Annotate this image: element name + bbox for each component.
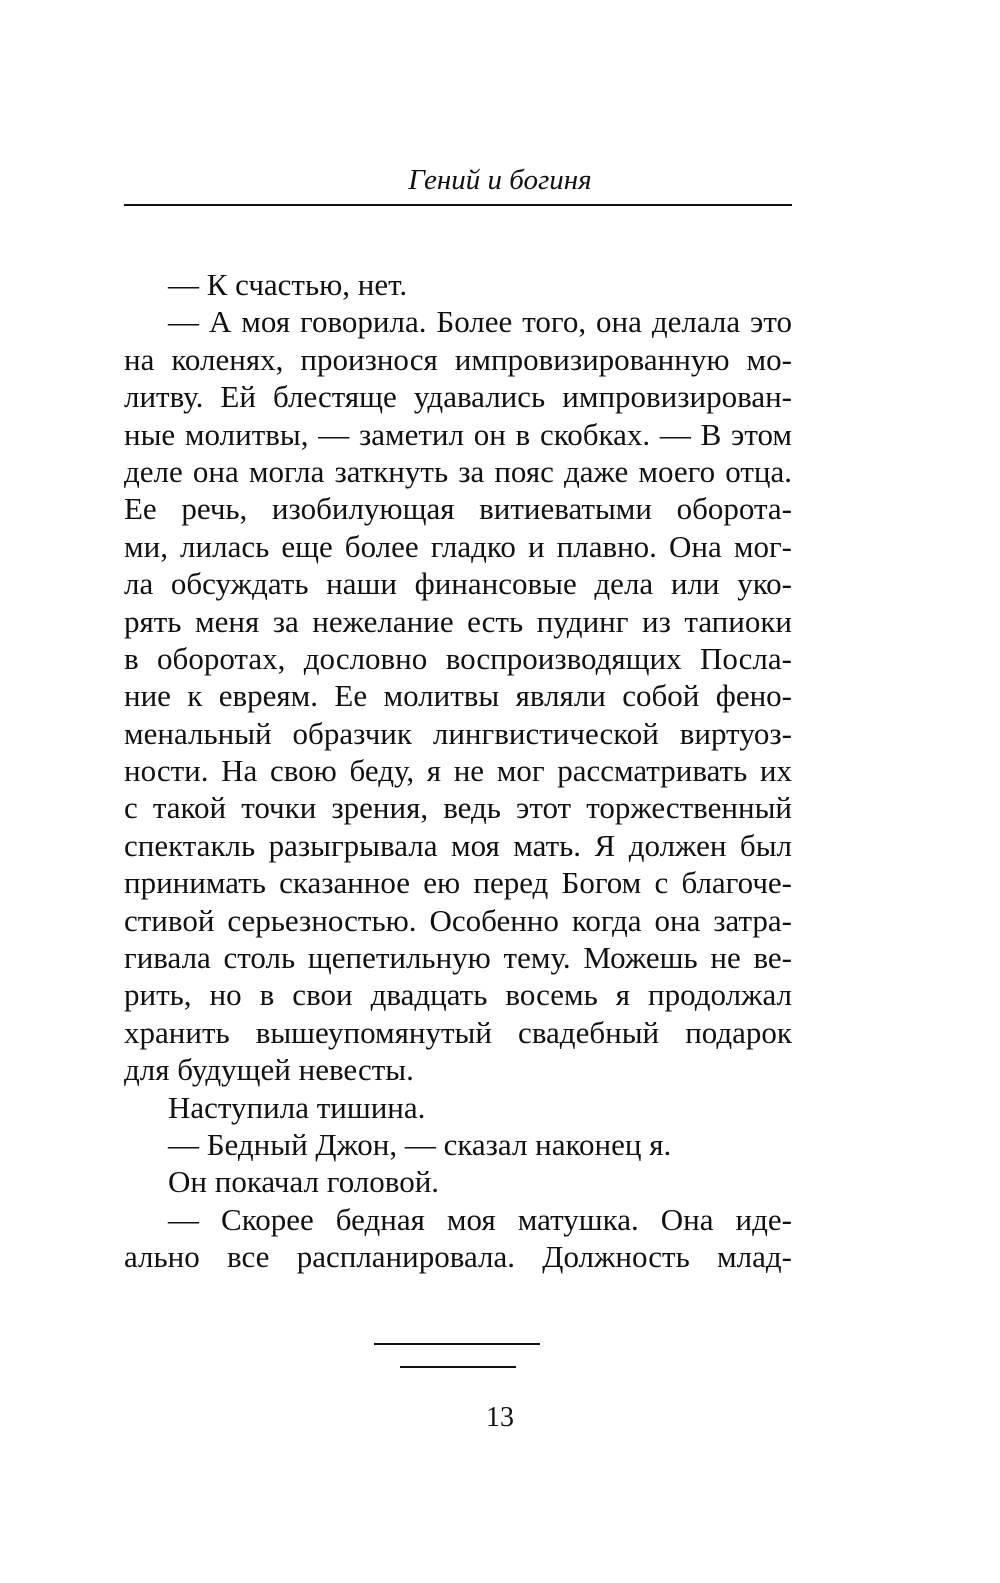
text-line: ла обсуждать наши финансовые дела или уко- [124,566,792,602]
footer-rule-bottom [400,1366,516,1368]
text-line: принимать сказанное ею перед Богом с благоче- [124,865,792,901]
text-line: рять меня за нежелание есть пудинг из тапиоки [124,603,792,639]
text-line: — К счастью, нет. [168,267,408,302]
text-line: в оборотах, дословно воспроизводящих Посла- [124,640,792,676]
body-text [124,266,792,1276]
text-line: Ее речь, изобилующая витиеватыми оборота- [124,491,792,527]
text-line: ные молитвы, — заметил он в скобках. — В этом [124,416,792,452]
text-line: спектакль разыгрывала моя мать. Я должен был [124,827,792,863]
footer-rule-top [374,1343,540,1345]
text-line: ми, лилась еще более гладко и плавно. Она мог- [124,528,792,564]
text-line: литву. Ей блестяще удавались импровизирован- [124,379,792,415]
text-line: стивой серьезностью. Особенно когда она затра- [124,902,792,938]
text-line: рить, но в свои двадцать восемь я продолжал [124,977,792,1013]
text-line: менальный образчик лингвистической виртуоз- [124,715,792,751]
text-line: — Бедный Джон, — сказал наконец я. [168,1126,672,1162]
text-line: — Скорее бедная моя матушка. Она иде- [168,1201,792,1237]
running-title: Гений и богиня [408,164,592,196]
text-line: — А моя говорила. Более того, она делала это [168,304,792,340]
text-line: ности. На свою беду, я не мог рассматривать их [124,753,792,789]
page-number: 13 [486,1402,514,1433]
text-line: гивала столь щепетильную тему. Можешь не ве- [124,940,792,976]
text-line: деле она могла заткнуть за пояс даже моего отца. [124,453,792,489]
text-line: Он покачал головой. [168,1164,440,1200]
text-line: ально все распланировала. Должность млад- [124,1239,792,1275]
text-line: на коленях, произнося импровизированную мо- [124,341,792,377]
text-line: для будущей невесты. [124,1052,414,1088]
text-line: с такой точки зрения, ведь этот торжественный [124,790,792,826]
text-line: ние к евреям. Ее молитвы являли собой фено- [124,678,792,714]
header-rule [124,204,792,206]
text-line: Наступила тишина. [168,1089,426,1125]
text-line: хранить вышеупомянутый свадебный подарок [124,1014,792,1050]
